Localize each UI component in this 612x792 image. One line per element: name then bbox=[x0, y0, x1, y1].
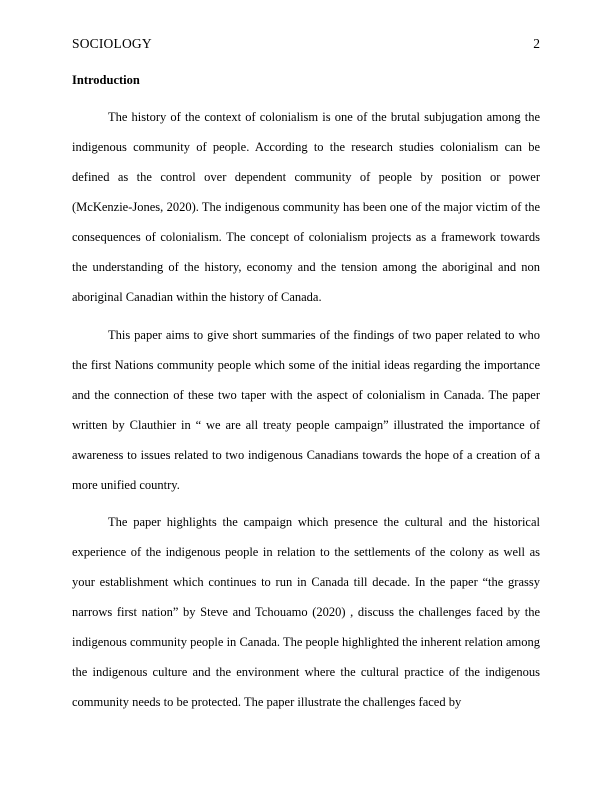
running-head: SOCIOLOGY bbox=[72, 36, 152, 51]
page-number: 2 bbox=[533, 36, 540, 51]
page-header bbox=[72, 35, 540, 53]
body-paragraph: This paper aims to give short summaries of the findings of two paper related to who the first Nations community people which some of the initial ideas regarding the importance and the connection of these two taper with the aspect of colonialism in Canada. The paper written by Clauthier in “ we are all treaty people campaign” illustrated the importance of awareness to issues related to two indigenous Canadians towards the hope of a creation of a more unified country. bbox=[72, 328, 540, 492]
body-paragraph: The paper highlights the campaign which presence the cultural and the historical experience of the indigenous people in relation to the settlements of the colony as well as your establishment which continues to run in Canada till decade. In the paper “the grassy narrows first nation” by Steve and Tchouamo (2020) , discuss the challenges faced by the indigenous community people in Canada. The people highlighted the inherent relation among the indigenous culture and the environment where the cultural practice of the indigenous community needs to be protected. The paper illustrate the challenges faced by bbox=[72, 515, 540, 709]
body-paragraph: The history of the context of colonialism is one of the brutal subjugation among the indigenous community of people. According to the research studies colonialism can be defined as the control over dependent community of people by position or power (McKenzie-Jones, 2020). The indigenous community has been one of the major victim of the consequences of colonialism. The concept of colonialism projects as a framework towards the understanding of the history, economy and the tension among the aboriginal and non aboriginal Canadian within the history of Canada. bbox=[72, 110, 540, 304]
section-heading: Introduction bbox=[72, 73, 140, 87]
